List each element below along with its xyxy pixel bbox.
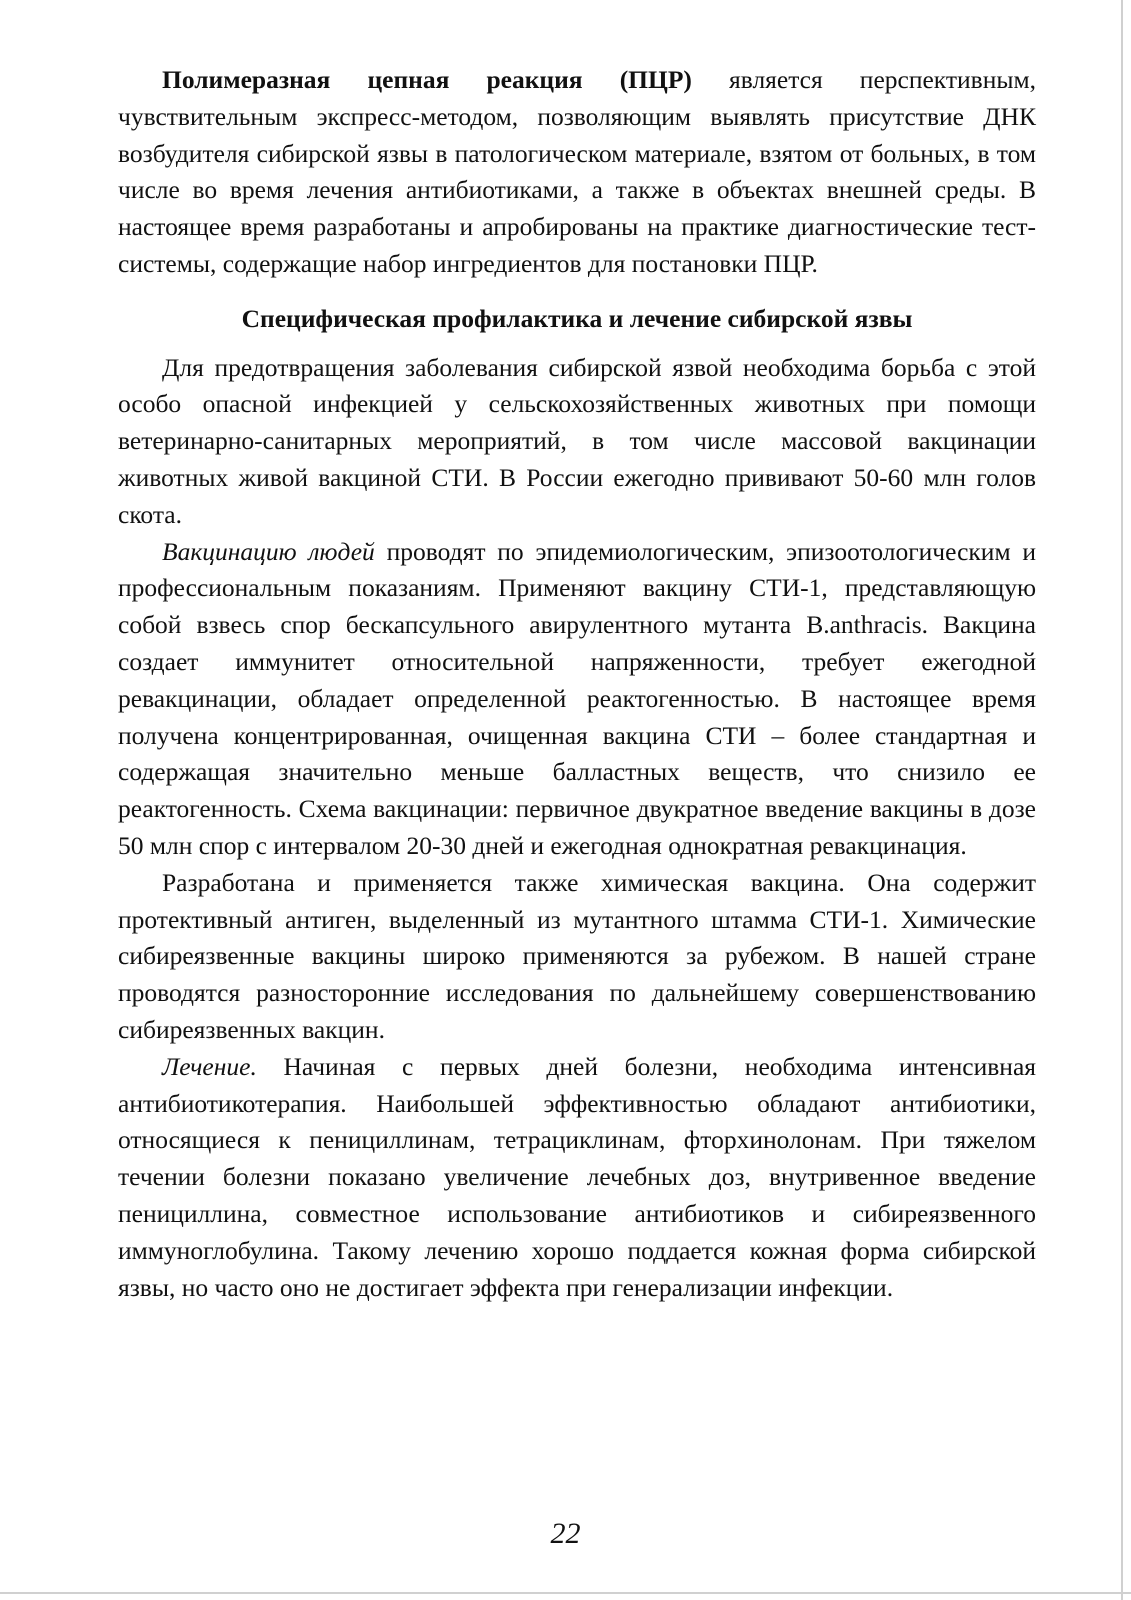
text-block <box>118 62 1036 1306</box>
page-number: 22 <box>550 1517 581 1550</box>
page-edge-bottom <box>0 1592 1131 1594</box>
paragraph-prevention: Для предотвращения заболевания сибирской язвой необходима борьба с этой особо опасной инфекцией у сельскохозяйственных животных при помощи ветеринарно-санитарных мероприятий, в том числе массовой вакцинации животных живой вакциной СТИ. В России ежегодно прививают 50-60 млн голов скота. <box>118 352 1036 529</box>
paragraph-chemical-vaccine: Разработана и применяется также химическая вакцина. Она содержит протективный антиген, выделенный из мутантного штамма СТИ-1. Химические сибиреязвенные вакцины широко применяются за рубежом. В нашей стране проводятся разносторонние исследования по дальнейшему совершенствованию сибиреязвенных вакцин. <box>118 867 1036 1044</box>
vaccination-text: проводят по эпидемиологическим, эпизоотологическим и профессиональным показаниям. Применяют вакцину СТИ-1, представляющую собой взвесь спор бескапсульного авирулентного мутанта B.anthracis. Вакцина создает иммунитет относительной напряженности, требует ежегодной ревакцинации, обладает определенной реактогенностью. В настоящее время получена концентрированная, очищенная вакцина СТИ – более стандартная и содержащая значительно меньше балластных веществ, что снизило ее реактогенность. Схема вакцинации: первичное двукратное введение вакцины в дозе 50 млн спор с интервалом 20-30 дней и ежегодная однократная ревакцинация. <box>118 536 1037 860</box>
paragraph-vaccination <box>118 534 1036 865</box>
vaccination-lead-term: Вакцинацию людей <box>162 536 375 566</box>
pcr-lead-term: Полимеразная цепная реакция (ПЦР) <box>162 65 692 94</box>
paragraph-treatment <box>118 1049 1036 1307</box>
section-heading: Специфическая профилактика и лечение сибирской язвы <box>241 303 913 333</box>
pcr-text: является перспективным, чувствительным экспресс-методом, позволяющим выявлять присутствие ДНК возбудителя сибирской язвы в патологическом материале, взятом от больных, в том числе во время лечения антибиотиками, а также в объектах внешней среды. В настоящее время разработаны и апробированы на практике диагностические тест-системы, содержащие набор ингредиентов для постановки ПЦР. <box>118 65 1036 278</box>
treatment-lead-term: Лечение. <box>162 1051 257 1081</box>
paragraph-pcr <box>118 62 1036 283</box>
treatment-text: Начиная с первых дней болезни, необходима интенсивная антибиотикотерапия. Наибольшей эффективностью обладают антибиотики, относящиеся к пенициллинам, тетрациклинам, фторхинолонам. При тяжелом течении болезни показано увеличение лечебных доз, внутривенное введение пенициллина, совместное использование антибиотиков и сибиреязвенного иммуноглобулина. Такому лечению хорошо поддается кожная форма сибирской язвы, но часто оно не достигает эффекта при генерализации инфекции. <box>118 1051 1036 1302</box>
page-edge-right <box>1121 0 1123 1600</box>
